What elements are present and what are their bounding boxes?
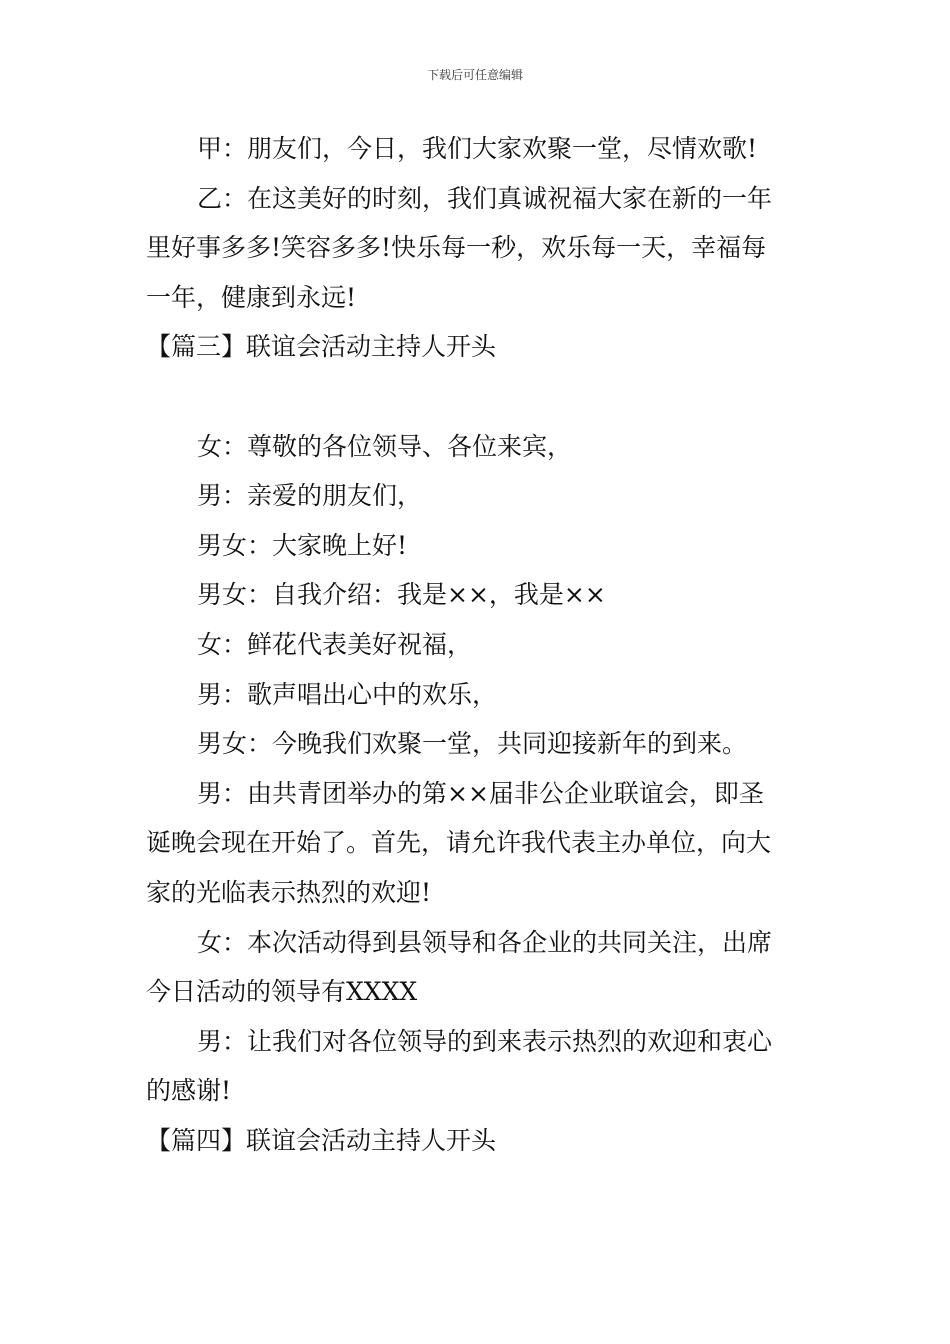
- section-heading: 【篇四】联谊会活动主持人开头: [146, 1125, 497, 1155]
- paragraph-line: 男：亲爱的朋友们，: [197, 481, 423, 511]
- paragraph-line: 今日活动的领导有XXXX: [146, 977, 418, 1007]
- paragraph-line: 一年，健康到永远!: [146, 282, 357, 312]
- paragraph-line: 男：让我们对各位领导的到来表示热烈的欢迎和衷心: [197, 1026, 773, 1056]
- paragraph-line: 甲：朋友们，今日，我们大家欢聚一堂，尽情欢歌!: [197, 134, 758, 163]
- paragraph-line: 诞晚会现在开始了。首先，请允许我代表主办单位，向大: [146, 828, 772, 858]
- paragraph-line: 家的光临表示热烈的欢迎!: [146, 877, 432, 907]
- paragraph-line: 男女：自我介绍：我是××，我是××: [197, 580, 606, 610]
- paragraph-line: 男女：今晚我们欢聚一堂，共同迎接新年的到来。: [197, 729, 748, 759]
- page-header-note: 下载后可任意编辑: [426, 68, 523, 82]
- paragraph-line: 男：歌声唱出心中的欢乐，: [197, 679, 498, 709]
- paragraph-line: 乙：在这美好的时刻，我们真诚祝福大家在新的一年: [197, 183, 773, 213]
- document-body: [146, 124, 810, 1165]
- paragraph-line: 女：本次活动得到县领导和各企业的共同关注，出席: [197, 927, 773, 957]
- paragraph-line: 里好事多多!笑容多多!快乐每一秒，欢乐每一天，幸福每: [146, 233, 767, 263]
- paragraph-line: 的感谢!: [146, 1076, 232, 1106]
- blank-gap: [146, 372, 810, 422]
- paragraph-line: 男女：大家晚上好!: [197, 530, 408, 560]
- paragraph-line: 男：由共青团举办的第××届非公企业联谊会，即圣: [197, 778, 764, 808]
- section-heading: 【篇三】联谊会活动主持人开头: [146, 332, 497, 362]
- paragraph-line: 女：鲜花代表美好祝福，: [197, 629, 473, 659]
- paragraph-line: 女：尊敬的各位领导、各位来宾，: [197, 431, 573, 461]
